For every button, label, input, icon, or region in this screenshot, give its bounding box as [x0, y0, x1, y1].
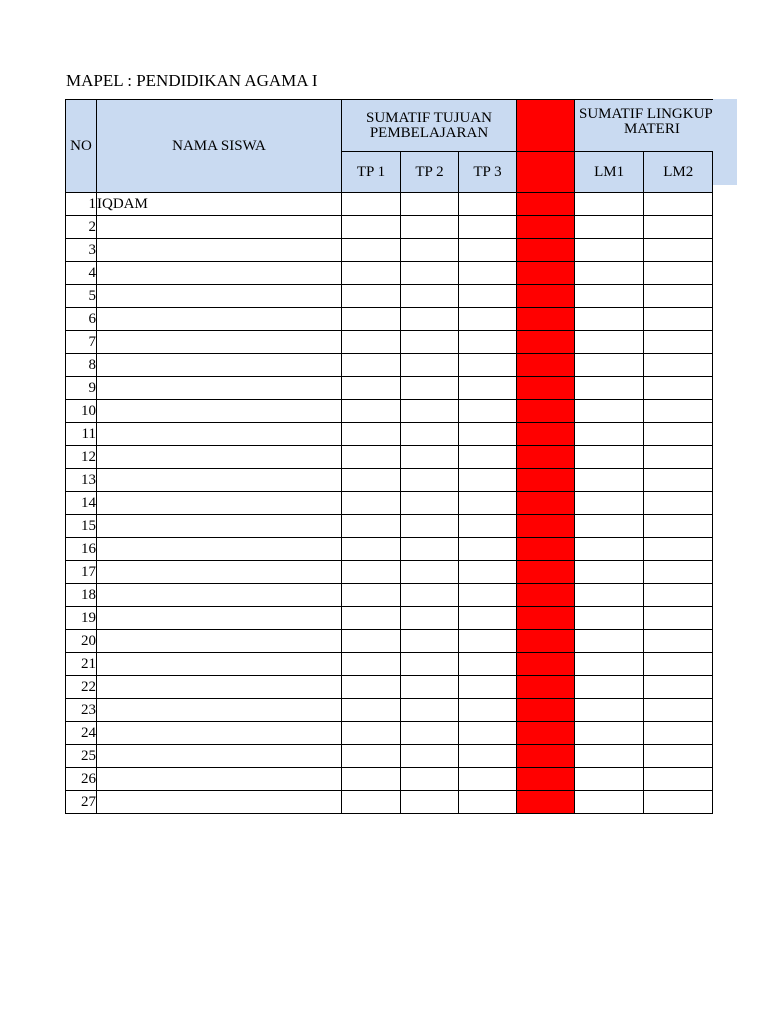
score-lm2-cell[interactable]: [644, 331, 713, 354]
score-lm2-cell[interactable]: [644, 285, 713, 308]
score-lm1-cell[interactable]: [575, 584, 644, 607]
student-name-cell[interactable]: [97, 791, 342, 814]
score-lm1-cell[interactable]: [575, 423, 644, 446]
score-tp2-cell[interactable]: [401, 791, 459, 814]
score-lm2-cell[interactable]: [644, 768, 713, 791]
score-tp3-cell[interactable]: [459, 791, 517, 814]
score-lm2-cell[interactable]: [644, 584, 713, 607]
score-lm1-cell[interactable]: [575, 630, 644, 653]
score-lm1-cell[interactable]: [575, 768, 644, 791]
score-tp1-cell[interactable]: [342, 308, 401, 331]
score-lm2-cell[interactable]: [644, 469, 713, 492]
score-lm2-cell[interactable]: [644, 193, 713, 216]
score-lm2-cell[interactable]: [644, 239, 713, 262]
row-no-cell: 12: [66, 446, 97, 469]
score-lm2-cell[interactable]: [644, 216, 713, 239]
score-tp2-cell[interactable]: [401, 722, 459, 745]
table-row: [66, 446, 713, 469]
score-tp2-cell[interactable]: [401, 216, 459, 239]
student-name-cell[interactable]: [97, 515, 342, 538]
score-tp3-cell[interactable]: [459, 607, 517, 630]
score-tp3-cell[interactable]: [459, 768, 517, 791]
score-lm1-cell[interactable]: [575, 354, 644, 377]
score-tp1-cell[interactable]: [342, 492, 401, 515]
student-name-cell[interactable]: [97, 676, 342, 699]
score-lm2-cell[interactable]: [644, 446, 713, 469]
score-lm1-cell[interactable]: [575, 791, 644, 814]
separator-cell: [517, 584, 575, 607]
score-lm2-cell[interactable]: [644, 607, 713, 630]
score-lm2-cell[interactable]: [644, 515, 713, 538]
table-row: [66, 193, 713, 216]
row-no-cell: 26: [66, 768, 97, 791]
score-tp3-cell[interactable]: [459, 216, 517, 239]
table-row: [66, 676, 713, 699]
score-lm2-cell[interactable]: [644, 377, 713, 400]
row-no-cell: 9: [66, 377, 97, 400]
score-tp1-cell[interactable]: [342, 561, 401, 584]
page-title: MAPEL : PENDIDIKAN AGAMA I: [66, 71, 318, 90]
score-tp1-cell[interactable]: [342, 285, 401, 308]
student-name-cell[interactable]: [97, 354, 342, 377]
separator-cell: [517, 400, 575, 423]
score-tp1-cell[interactable]: [342, 791, 401, 814]
separator-cell: [517, 331, 575, 354]
score-tp3-cell[interactable]: [459, 653, 517, 676]
separator-cell: [517, 653, 575, 676]
table-row: [66, 561, 713, 584]
student-name-cell[interactable]: [97, 492, 342, 515]
row-no-cell: 11: [66, 423, 97, 446]
row-no-cell: 23: [66, 699, 97, 722]
student-name-cell[interactable]: [97, 561, 342, 584]
score-lm2-cell[interactable]: [644, 400, 713, 423]
score-lm2-cell[interactable]: [644, 354, 713, 377]
separator-cell: [517, 239, 575, 262]
row-no-cell: 5: [66, 285, 97, 308]
score-tp1-cell[interactable]: [342, 331, 401, 354]
header-lm1: LM1: [575, 152, 644, 193]
score-lm1-cell[interactable]: [575, 699, 644, 722]
row-no-cell: 22: [66, 676, 97, 699]
score-tp1-cell[interactable]: [342, 193, 401, 216]
score-lm2-cell[interactable]: [644, 262, 713, 285]
score-tp2-cell[interactable]: [401, 354, 459, 377]
separator-cell: [517, 561, 575, 584]
score-tp3-cell[interactable]: [459, 561, 517, 584]
score-tp1-cell[interactable]: [342, 722, 401, 745]
student-name-cell[interactable]: [97, 216, 342, 239]
score-tp3-cell[interactable]: [459, 308, 517, 331]
student-name-cell[interactable]: [97, 630, 342, 653]
row-no-cell: 17: [66, 561, 97, 584]
score-tp3-cell[interactable]: [459, 515, 517, 538]
row-no-cell: 15: [66, 515, 97, 538]
table-row: [66, 768, 713, 791]
separator-cell: [517, 515, 575, 538]
score-tp2-cell[interactable]: [401, 331, 459, 354]
grade-table: [65, 99, 713, 814]
header-sumatif-lm-line2: MATERI: [624, 121, 680, 137]
score-tp3-cell[interactable]: [459, 722, 517, 745]
student-name-cell[interactable]: [97, 239, 342, 262]
score-tp2-cell[interactable]: [401, 492, 459, 515]
header-sumatif-tp-line1: SUMATIF TUJUAN: [366, 109, 492, 126]
header-nama-siswa: NAMA SISWA: [97, 100, 342, 193]
score-tp1-cell[interactable]: [342, 469, 401, 492]
score-lm1-cell[interactable]: [575, 377, 644, 400]
score-tp1-cell[interactable]: [342, 446, 401, 469]
score-tp2-cell[interactable]: [401, 423, 459, 446]
score-lm2-cell[interactable]: [644, 423, 713, 446]
row-no-cell: 18: [66, 584, 97, 607]
score-tp2-cell[interactable]: [401, 446, 459, 469]
student-name-cell[interactable]: [97, 745, 342, 768]
table-row: [66, 699, 713, 722]
score-tp3-cell[interactable]: [459, 699, 517, 722]
score-tp3-cell[interactable]: [459, 400, 517, 423]
separator-cell: [517, 492, 575, 515]
score-lm2-cell[interactable]: [644, 653, 713, 676]
table-row: [66, 262, 713, 285]
separator-cell: [517, 538, 575, 561]
score-tp1-cell[interactable]: [342, 423, 401, 446]
score-tp2-cell[interactable]: [401, 515, 459, 538]
header-tp3: TP 3: [459, 152, 517, 193]
row-no-cell: 24: [66, 722, 97, 745]
student-name-cell[interactable]: [97, 331, 342, 354]
score-lm1-cell[interactable]: [575, 515, 644, 538]
student-name-cell[interactable]: [97, 653, 342, 676]
score-tp2-cell[interactable]: [401, 400, 459, 423]
score-lm1-cell[interactable]: [575, 492, 644, 515]
score-lm1-cell[interactable]: [575, 331, 644, 354]
header-sumatif-tp-line2: PEMBELAJARAN: [369, 124, 489, 141]
score-tp3-cell[interactable]: [459, 262, 517, 285]
student-name-cell[interactable]: [97, 768, 342, 791]
table-row: [66, 423, 713, 446]
score-tp2-cell[interactable]: [401, 308, 459, 331]
score-tp2-cell[interactable]: [401, 630, 459, 653]
score-tp2-cell[interactable]: [401, 607, 459, 630]
table-row: [66, 745, 713, 768]
score-tp3-cell[interactable]: [459, 584, 517, 607]
row-no-cell: 1: [66, 193, 97, 216]
table-row: [66, 216, 713, 239]
score-tp1-cell[interactable]: [342, 768, 401, 791]
score-tp1-cell[interactable]: [342, 354, 401, 377]
score-lm1-cell[interactable]: [575, 193, 644, 216]
student-name-cell[interactable]: [97, 538, 342, 561]
score-tp2-cell[interactable]: [401, 676, 459, 699]
student-name-cell[interactable]: [97, 377, 342, 400]
score-lm1-cell[interactable]: [575, 469, 644, 492]
separator-cell: [517, 699, 575, 722]
score-lm1-cell[interactable]: [575, 400, 644, 423]
score-lm1-cell[interactable]: [575, 676, 644, 699]
separator-cell: [517, 216, 575, 239]
score-lm2-cell[interactable]: [644, 699, 713, 722]
header-sumatif-lm: [575, 100, 713, 152]
score-tp1-cell[interactable]: [342, 745, 401, 768]
score-tp1-cell[interactable]: [342, 699, 401, 722]
score-tp3-cell[interactable]: [459, 354, 517, 377]
score-tp2-cell[interactable]: [401, 745, 459, 768]
score-tp3-cell[interactable]: [459, 285, 517, 308]
score-tp3-cell[interactable]: [459, 630, 517, 653]
score-tp3-cell[interactable]: [459, 676, 517, 699]
score-tp1-cell[interactable]: [342, 262, 401, 285]
row-no-cell: 19: [66, 607, 97, 630]
student-name-cell[interactable]: [97, 423, 342, 446]
score-tp2-cell[interactable]: [401, 538, 459, 561]
score-tp2-cell[interactable]: [401, 193, 459, 216]
score-lm2-cell[interactable]: [644, 676, 713, 699]
row-no-cell: 6: [66, 308, 97, 331]
table-row: [66, 400, 713, 423]
row-no-cell: 3: [66, 239, 97, 262]
score-tp2-cell[interactable]: [401, 262, 459, 285]
header-lm2: LM2: [644, 152, 713, 193]
table-row: [66, 285, 713, 308]
table-row: [66, 239, 713, 262]
score-tp1-cell[interactable]: [342, 676, 401, 699]
score-lm1-cell[interactable]: [575, 722, 644, 745]
header-sumatif-lm-line1: SUMATIF LINGKUP: [579, 106, 713, 122]
student-name-cell[interactable]: [97, 400, 342, 423]
separator-cell: [517, 423, 575, 446]
row-no-cell: 21: [66, 653, 97, 676]
table-row: [66, 584, 713, 607]
score-tp2-cell[interactable]: [401, 285, 459, 308]
score-tp3-cell[interactable]: [459, 446, 517, 469]
separator-cell: [517, 768, 575, 791]
separator-cell: [517, 745, 575, 768]
table-row: [66, 515, 713, 538]
score-lm1-cell[interactable]: [575, 239, 644, 262]
score-tp1-cell[interactable]: [342, 584, 401, 607]
table-row: [66, 354, 713, 377]
student-name-cell[interactable]: [97, 308, 342, 331]
score-tp3-cell[interactable]: [459, 492, 517, 515]
score-lm1-cell[interactable]: [575, 308, 644, 331]
row-no-cell: 27: [66, 791, 97, 814]
separator-cell: [517, 193, 575, 216]
score-tp3-cell[interactable]: [459, 423, 517, 446]
score-lm1-cell[interactable]: [575, 285, 644, 308]
table-row: [66, 331, 713, 354]
row-no-cell: 10: [66, 400, 97, 423]
separator-cell: [517, 791, 575, 814]
separator-cell: [517, 446, 575, 469]
student-name-cell[interactable]: [97, 607, 342, 630]
score-tp2-cell[interactable]: [401, 768, 459, 791]
table-row: [66, 492, 713, 515]
row-no-cell: 16: [66, 538, 97, 561]
score-tp2-cell[interactable]: [401, 469, 459, 492]
score-lm2-cell[interactable]: [644, 791, 713, 814]
header-tp2: TP 2: [401, 152, 459, 193]
separator-cell: [517, 354, 575, 377]
student-name-cell[interactable]: IQDAM: [97, 193, 342, 216]
score-tp1-cell[interactable]: [342, 239, 401, 262]
score-tp2-cell[interactable]: [401, 239, 459, 262]
student-name-cell[interactable]: [97, 446, 342, 469]
row-no-cell: 13: [66, 469, 97, 492]
separator-cell: [517, 308, 575, 331]
separator-cell: [517, 285, 575, 308]
separator-cell: [517, 630, 575, 653]
student-name-cell[interactable]: [97, 285, 342, 308]
table-row: [66, 607, 713, 630]
row-no-cell: 14: [66, 492, 97, 515]
score-lm2-cell[interactable]: [644, 492, 713, 515]
score-lm2-cell[interactable]: [644, 308, 713, 331]
separator-cell: [517, 152, 575, 193]
score-lm2-cell[interactable]: [644, 745, 713, 768]
score-lm1-cell[interactable]: [575, 607, 644, 630]
score-tp2-cell[interactable]: [401, 699, 459, 722]
score-lm2-cell[interactable]: [644, 538, 713, 561]
score-tp3-cell[interactable]: [459, 239, 517, 262]
score-tp3-cell[interactable]: [459, 331, 517, 354]
score-tp1-cell[interactable]: [342, 515, 401, 538]
score-tp1-cell[interactable]: [342, 538, 401, 561]
score-tp3-cell[interactable]: [459, 538, 517, 561]
student-name-cell[interactable]: [97, 262, 342, 285]
score-tp2-cell[interactable]: [401, 584, 459, 607]
row-no-cell: 7: [66, 331, 97, 354]
score-tp3-cell[interactable]: [459, 193, 517, 216]
table-row: [66, 791, 713, 814]
student-name-cell[interactable]: [97, 699, 342, 722]
table-row: [66, 630, 713, 653]
score-lm1-cell[interactable]: [575, 216, 644, 239]
separator-cell: [517, 607, 575, 630]
score-tp1-cell[interactable]: [342, 607, 401, 630]
score-lm1-cell[interactable]: [575, 745, 644, 768]
score-lm1-cell[interactable]: [575, 653, 644, 676]
score-tp1-cell[interactable]: [342, 630, 401, 653]
score-lm1-cell[interactable]: [575, 262, 644, 285]
score-tp2-cell[interactable]: [401, 561, 459, 584]
score-tp1-cell[interactable]: [342, 653, 401, 676]
score-lm1-cell[interactable]: [575, 538, 644, 561]
table-row: [66, 538, 713, 561]
score-tp3-cell[interactable]: [459, 469, 517, 492]
row-no-cell: 20: [66, 630, 97, 653]
table-row: [66, 308, 713, 331]
score-tp2-cell[interactable]: [401, 653, 459, 676]
separator-cell: [517, 722, 575, 745]
header-sumatif-tp: [342, 100, 517, 152]
score-lm1-cell[interactable]: [575, 561, 644, 584]
row-no-cell: 25: [66, 745, 97, 768]
table-row: [66, 469, 713, 492]
score-tp1-cell[interactable]: [342, 216, 401, 239]
row-no-cell: 8: [66, 354, 97, 377]
table-row: [66, 722, 713, 745]
student-name-cell[interactable]: [97, 722, 342, 745]
score-lm2-cell[interactable]: [644, 630, 713, 653]
score-lm1-cell[interactable]: [575, 446, 644, 469]
table-row: [66, 377, 713, 400]
score-lm2-cell[interactable]: [644, 561, 713, 584]
score-tp2-cell[interactable]: [401, 377, 459, 400]
student-name-cell[interactable]: [97, 469, 342, 492]
separator-cell: [517, 676, 575, 699]
score-tp3-cell[interactable]: [459, 377, 517, 400]
separator-cell: [517, 100, 575, 152]
header-tp1: TP 1: [342, 152, 401, 193]
separator-cell: [517, 469, 575, 492]
score-lm2-cell[interactable]: [644, 722, 713, 745]
separator-cell: [517, 262, 575, 285]
score-tp1-cell[interactable]: [342, 400, 401, 423]
score-tp1-cell[interactable]: [342, 377, 401, 400]
header-no: NO: [66, 100, 97, 193]
student-name-cell[interactable]: [97, 584, 342, 607]
row-no-cell: 4: [66, 262, 97, 285]
score-tp3-cell[interactable]: [459, 745, 517, 768]
table-row: [66, 653, 713, 676]
separator-cell: [517, 377, 575, 400]
row-no-cell: 2: [66, 216, 97, 239]
header-row-1: [66, 100, 713, 152]
